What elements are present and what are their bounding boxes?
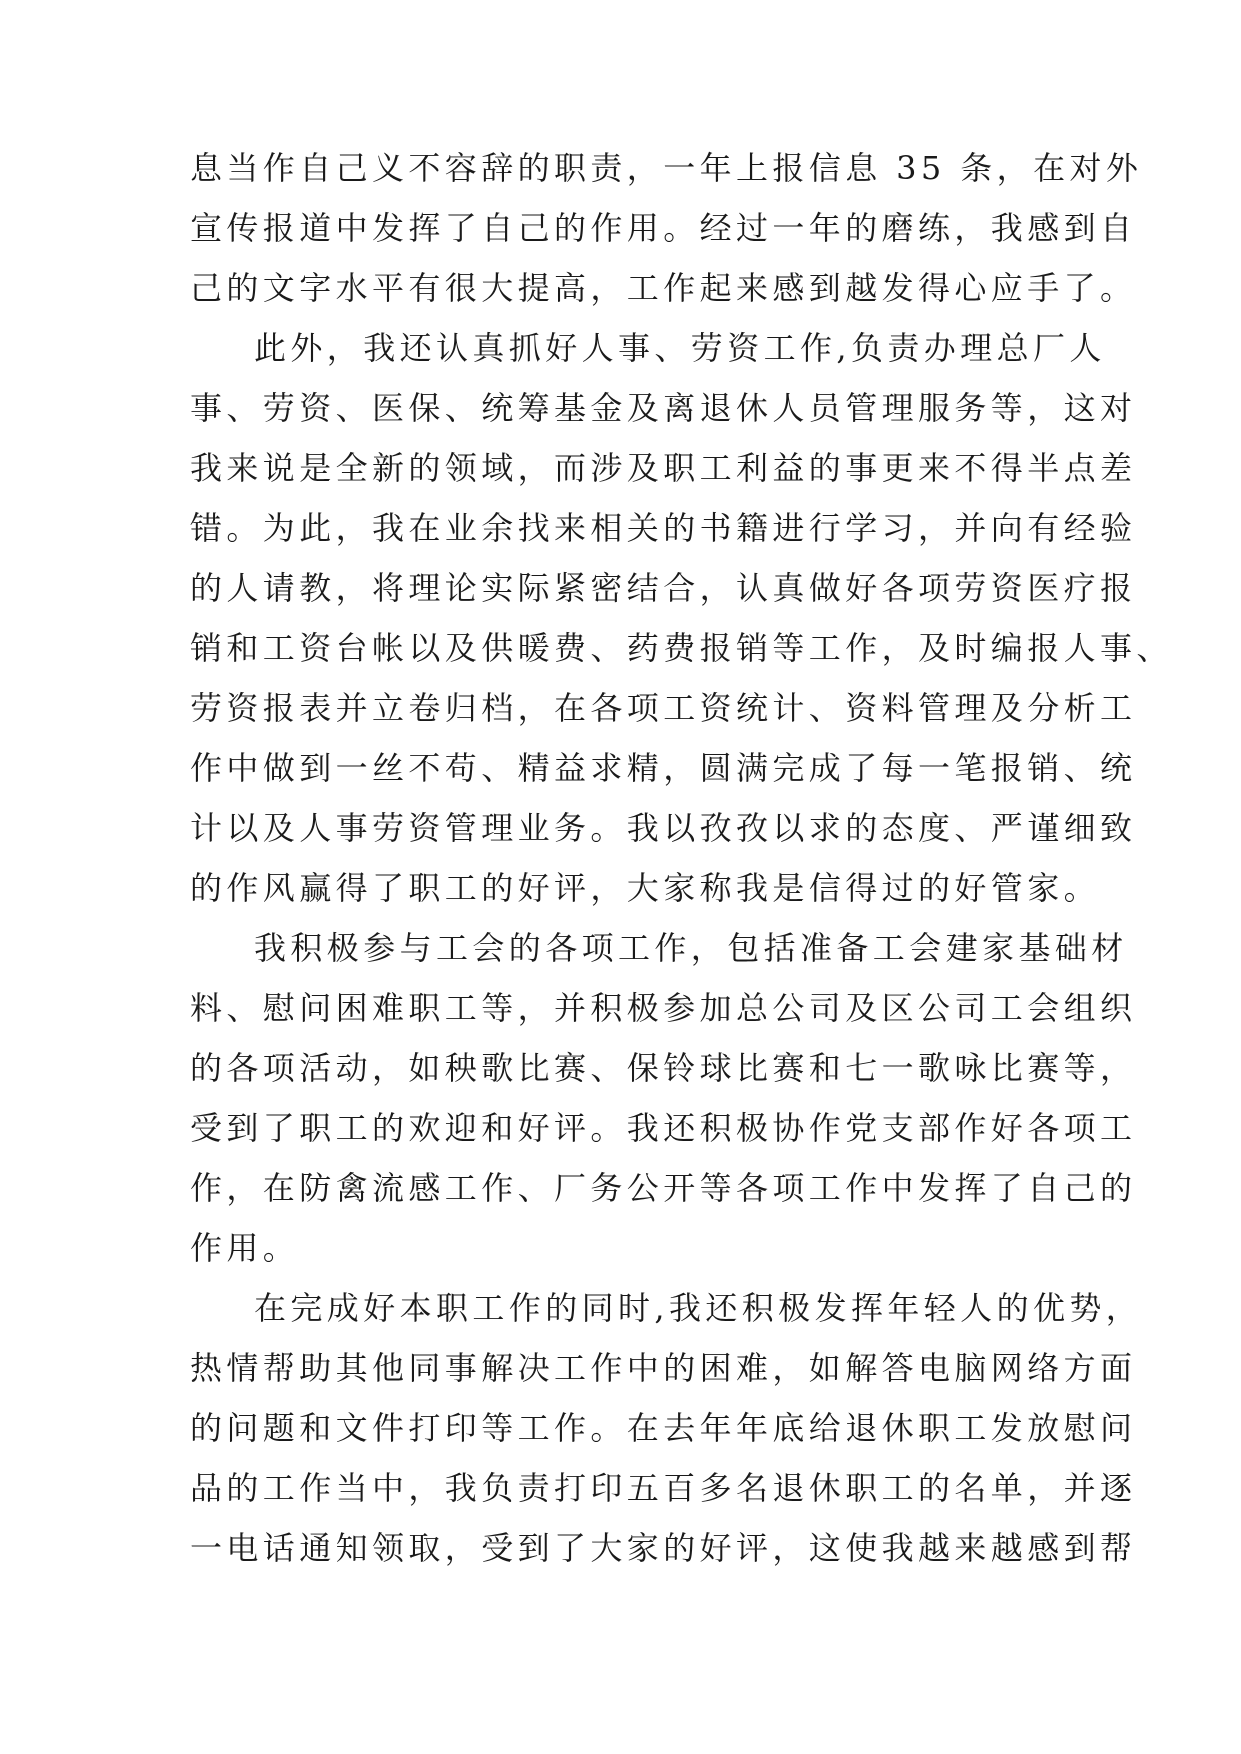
text-line: 的各项活动，如秧歌比赛、保铃球比赛和七一歌咏比赛等， <box>190 1049 1137 1087</box>
text-line: 在完成好本职工作的同时,我还积极发挥年轻人的优势， <box>254 1289 1143 1327</box>
text-line: 此外，我还认真抓好人事、劳资工作,负责办理总厂人 <box>254 329 1106 367</box>
text-line: 己的文字水平有很大提高，工作起来感到越发得心应手了。 <box>190 269 1137 307</box>
document-body <box>190 138 1173 1578</box>
text-line: 作，在防禽流感工作、厂务公开等各项工作中发挥了自己的 <box>190 1169 1137 1207</box>
text-line: 我积极参与工会的各项工作，包括准备工会建家基础材 <box>254 929 1128 967</box>
text-line: 的作风赢得了职工的好评，大家称我是信得过的好管家。 <box>190 869 1101 907</box>
text-line: 作中做到一丝不苟、精益求精，圆满完成了每一笔报销、统 <box>190 749 1137 787</box>
text-line: 料、慰问困难职工等，并积极参加总公司及区公司工会组织 <box>190 989 1137 1027</box>
text-line: 一电话通知领取，受到了大家的好评，这使我越来越感到帮 <box>190 1529 1137 1567</box>
text-line: 我来说是全新的领域，而涉及职工利益的事更来不得半点差 <box>190 449 1137 487</box>
text-line: 热情帮助其他同事解决工作中的困难，如解答电脑网络方面 <box>190 1349 1137 1387</box>
text-line: 错。为此，我在业余找来相关的书籍进行学习，并向有经验 <box>190 509 1137 547</box>
text-line: 销和工资台帐以及供暖费、药费报销等工作，及时编报人事、 <box>190 629 1173 667</box>
text-line: 受到了职工的欢迎和好评。我还积极协作党支部作好各项工 <box>190 1109 1137 1147</box>
text-line: 宣传报道中发挥了自己的作用。经过一年的磨练，我感到自 <box>190 209 1137 247</box>
text-line: 息当作自己义不容辞的职责，一年上报信息 35 条，在对外 <box>190 149 1143 187</box>
text-line: 计以及人事劳资管理业务。我以孜孜以求的态度、严谨细致 <box>190 809 1137 847</box>
text-line: 劳资报表并立卷归档，在各项工资统计、资料管理及分析工 <box>190 689 1137 727</box>
text-line: 事、劳资、医保、统筹基金及离退休人员管理服务等，这对 <box>190 389 1137 427</box>
text-line: 的人请教，将理论实际紧密结合，认真做好各项劳资医疗报 <box>190 569 1137 607</box>
text-line: 品的工作当中，我负责打印五百多名退休职工的名单，并逐 <box>190 1469 1137 1507</box>
text-line: 作用。 <box>190 1229 300 1267</box>
text-line: 的问题和文件打印等工作。在去年年底给退休职工发放慰问 <box>190 1409 1137 1447</box>
